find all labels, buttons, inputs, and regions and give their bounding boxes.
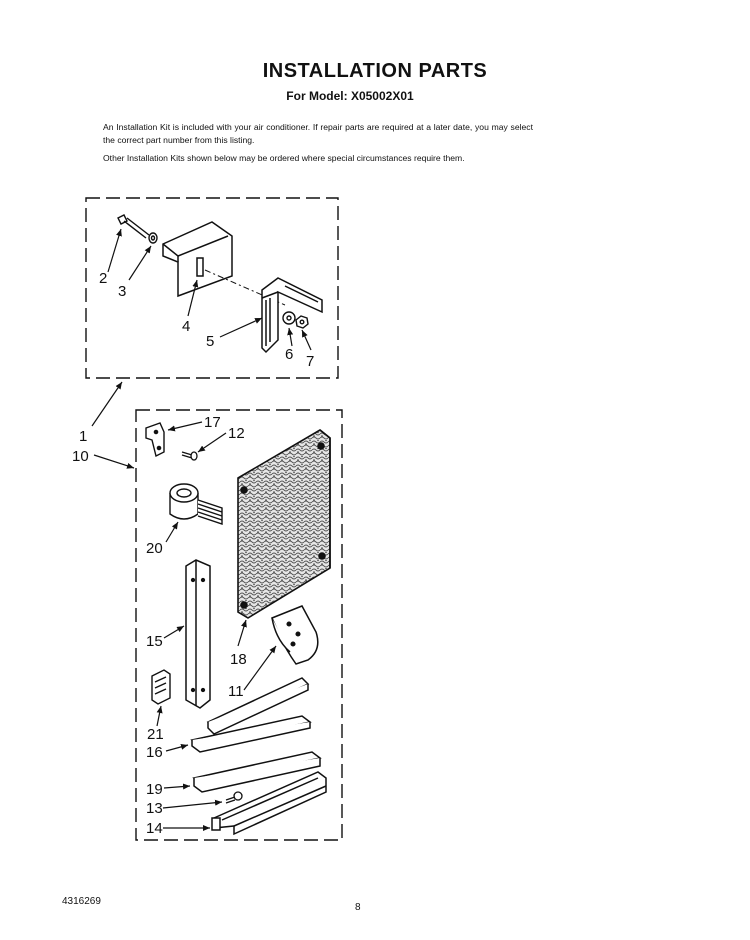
leader-10: [94, 455, 134, 468]
callout-7: 7: [306, 353, 315, 370]
screw-part-13: [226, 792, 242, 803]
screw-part-12: [182, 452, 197, 460]
leader-1: [92, 382, 122, 426]
angle-bracket-part-17: [146, 423, 164, 456]
callout-14: 14: [146, 820, 163, 837]
callout-13: 13: [146, 800, 163, 817]
document-number: 4316269: [62, 896, 101, 907]
model-subtitle: For Model: X05002X01: [286, 89, 414, 103]
callout-5: 5: [206, 333, 215, 350]
filter-panel-part-18: [238, 430, 330, 618]
callout-10: 10: [72, 448, 89, 465]
callout-17: 17: [204, 414, 221, 431]
saddle-clip-part-11: [272, 606, 318, 664]
page-title: INSTALLATION PARTS: [262, 60, 488, 82]
callout-19: 19: [146, 781, 163, 798]
screw-part-2: [118, 215, 149, 238]
washer-part-3: [149, 233, 157, 243]
callout-12: 12: [228, 425, 245, 442]
angle-cover-part-4: [163, 222, 232, 296]
callout-1: 1: [79, 428, 88, 445]
callout-16: 16: [146, 744, 163, 761]
pad-part-21: [152, 670, 170, 704]
intro-paragraph-2: Other Installation Kits shown below may be ordered where special circumstances require them.: [103, 153, 465, 163]
callout-18: 18: [230, 651, 247, 668]
callout-20: 20: [146, 540, 163, 557]
callout-6: 6: [285, 346, 294, 363]
channel-part-15: [186, 560, 210, 708]
intro-paragraph-1: An Installation Kit is included with your air conditioner. If repair parts are required at a later date, you may select the correct part number from this listing.: [103, 122, 533, 145]
callout-3: 3: [118, 283, 127, 300]
washer-part-6: [283, 312, 295, 324]
page-number: 8: [355, 902, 361, 913]
callout-21: 21: [147, 726, 164, 743]
callout-11: 11: [228, 683, 244, 700]
tape-roll-part-20: [170, 484, 222, 524]
callout-4: 4: [182, 318, 191, 335]
callout-15: 15: [146, 633, 163, 650]
callout-2: 2: [99, 270, 108, 287]
nut-part-7: [296, 316, 308, 328]
